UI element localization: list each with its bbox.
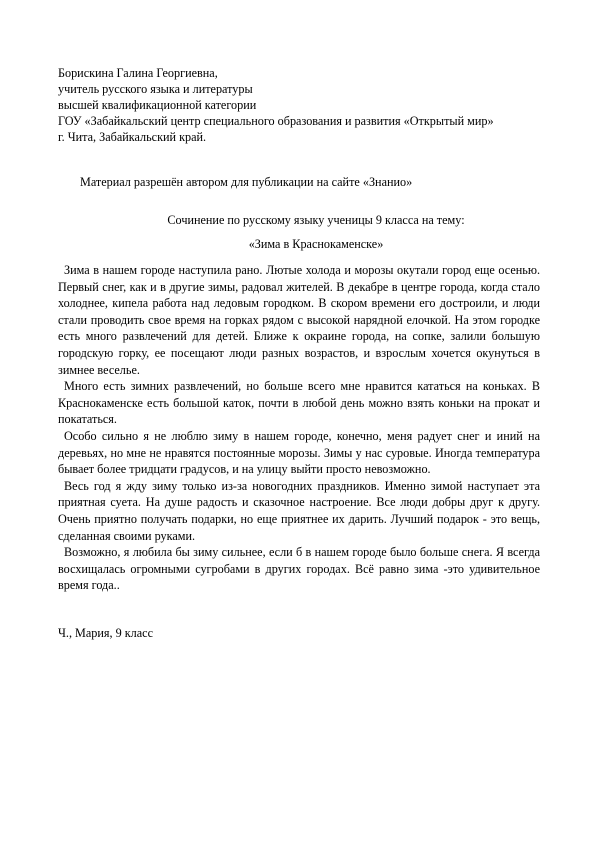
- essay-paragraph: Много есть зимних развлечений, но больше всего мне нравится кататься на коньках. В Краснокаменске есть большой каток, почти в любой день можно взять коньки на прокат и покататься.: [58, 379, 540, 427]
- essay-paragraph: Возможно, я любила бы зиму сильнее, если б в нашем городе было больше снега. Я всегда восхищалась огромными сугробами в других городах. Всё равно зима -это удивительное время года..: [58, 545, 540, 593]
- essay-paragraph: Весь год я жду зиму только из-за новогодних праздников. Именно зимой наступает эта приятная суета. На душе радость и сказочное настроение. Все люди добры друг к другу. Очень приятно получать подарки, но еще приятнее их дарить. Лучший подарок - это вещь, сделанная своими руками.: [58, 478, 540, 543]
- essay-paragraph: Зима в нашем городе наступила рано. Лютые холода и морозы окутали город еще осенью. Первый снег, как и в другие зимы, радовал жителей. В декабре в центре города, когда стало холоднее, кипела работа над ледовым городком. В скором времени его достроили, и люди стали проводить свое время на горках рядом с высокой нарядной елочкой. На этом городке есть много развлечений для детей. Ближе к окраине города, на сопке, залили большую городскую горку, ее посещают люди разных возрастов, и взрослым хочется окунуться в зимнее веселье.: [58, 263, 540, 377]
- author-info: [58, 65, 548, 145]
- essay-signature: Ч., Мария, 9 класс: [58, 626, 153, 640]
- author-location: г. Чита, Забайкальский край.: [58, 130, 207, 144]
- essay-body: [58, 262, 540, 594]
- publication-notice: Материал разрешён автором для публикации на сайте «Знанио»: [80, 175, 413, 189]
- author-organization: ГОУ «Забайкальский центр специального образования и развития «Открытый мир»: [58, 114, 494, 128]
- author-category: высшей квалификационной категории: [58, 98, 257, 112]
- author-position: учитель русского языка и литературы: [58, 82, 253, 96]
- essay-paragraph: Особо сильно я не люблю зиму в нашем городе, конечно, меня радует снег и иний на деревьях, но мне не нравятся постоянные морозы. Зимы у нас суровые. Иногда температура бывает более тридцати градусов, и на улицу выйти просто невозможно.: [58, 428, 540, 477]
- essay-title: «Зима в Краснокаменске»: [248, 237, 384, 251]
- author-name: Борискина Галина Георгиевна,: [58, 66, 218, 80]
- essay-heading: Сочинение по русскому языку ученицы 9 класса на тему:: [167, 213, 465, 227]
